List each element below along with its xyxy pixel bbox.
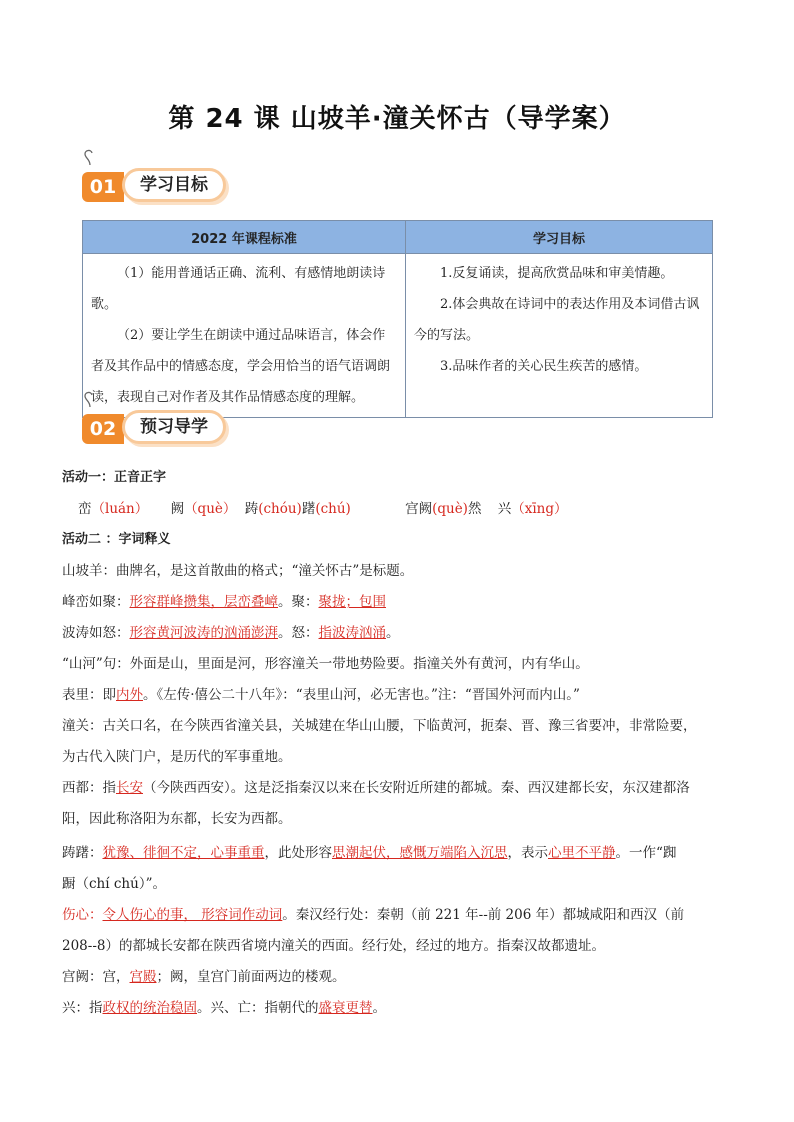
section-number: 01 [82, 172, 124, 202]
gloss-line: 踌躇：犹豫、徘徊不定，心事重重，此处形容思潮起伏，感慨万端陷入沉思，表示心里不平静。一作“踟 [62, 845, 677, 861]
gloss-line: 蹰（chí chú）”。 [62, 876, 166, 892]
char: 宫阙 [405, 501, 433, 517]
gloss-line: 表里：即内外。《左传·僖公二十八年》：“表里山河，必无害也。”注：“晋国外河而内山。” [62, 687, 580, 703]
pinyin: （què） [184, 501, 237, 517]
goals-cell [406, 254, 713, 418]
char: 躇 [301, 501, 316, 517]
char: 阙 [170, 501, 185, 517]
page-title: 第 24 课 山坡羊·潼关怀古（导学案） [168, 104, 626, 134]
curl-icon [82, 148, 98, 166]
standards-cell [83, 254, 406, 418]
pinyin: (què) [432, 501, 468, 517]
char: 然 [467, 501, 482, 517]
char: 峦 [78, 501, 92, 517]
gloss-line: “山河”句：外面是山，里面是河，形容潼关一带地势险要。指潼关外有黄河，内有华山。 [62, 656, 589, 672]
gloss-line: 伤心：令人伤心的事， 形容词作动词。秦汉经行处：秦朝（前 221 年--前 206 年）都城咸阳和西汉（前 [62, 907, 685, 923]
goals-table [82, 220, 713, 418]
pinyin: (chóu) [258, 501, 302, 517]
gloss-line: 峰峦如聚：形容群峰攒集，层峦叠嶂。聚：聚拢；包围 [62, 594, 386, 610]
gloss-line: 208--8）的都城长安都在陕西省境内潼关的西面。经行处，经过的地方。指秦汉故都遗址。 [62, 938, 605, 954]
goal-item: 1.反复诵读，提高欣赏品味和审美情趣。 [440, 266, 674, 281]
section-number: 02 [82, 414, 124, 444]
gloss-line: 为古代入陕门户，是历代的军事重地。 [62, 749, 292, 765]
pinyin: (chú) [315, 501, 351, 517]
pinyin: （luán） [91, 501, 149, 517]
gloss-line: 西都：指长安（今陕西西安）。这是泛指秦汉以来在长安附近所建的都城。秦、西汉建都长安，东汉建都洛 [62, 780, 690, 796]
goal-item: 2.体会典故在诗词中的表达作用及本词借古讽今的写法。 [414, 297, 700, 343]
section-label: 学习目标 [122, 168, 226, 202]
gloss-line: 山坡羊：曲牌名，是这首散曲的格式；“潼关怀古”是标题。 [62, 563, 414, 579]
section-label: 预习导学 [122, 410, 226, 444]
gloss-line: 潼关：古关口名，在今陕西省潼关县，关城建在华山山腰，下临黄河，扼秦、晋、豫三省要冲，非常险要， [62, 718, 697, 734]
goal-item: 3.品味作者的关心民生疾苦的感情。 [440, 359, 648, 374]
activity1-heading: 活动一：正音正字 [62, 470, 167, 485]
char: 兴 [497, 501, 512, 517]
gloss-line: 宫阙：宫，宫殿；阙，皇宫门前面两边的楼观。 [62, 969, 346, 985]
table-header: 学习目标 [406, 221, 713, 254]
standard-item: （1）能用普通话正确、流利、有感情地朗读诗歌。 [91, 266, 386, 312]
gloss-line: 阳，因此称洛阳为东都，长安为西都。 [62, 811, 292, 827]
activity2-heading: 活动二 ：字词释义 [62, 532, 171, 547]
pinyin-row [62, 499, 732, 519]
standard-item: （2）要让学生在朗读中通过品味语言，体会作者及其作品中的情感态度，学会用恰当的语气语调朗读，表现自己对作者及其作品情感态度的理解。 [91, 328, 391, 405]
char: 踌 [244, 501, 259, 517]
gloss-line: 波涛如怒：形容黄河波涛的汹涌澎湃。怒：指波涛汹涌。 [62, 625, 400, 641]
section-badge-goals [82, 162, 232, 206]
section-badge-preview [82, 404, 232, 448]
gloss-line: 兴：指政权的统治稳固。兴、亡：指朝代的盛衰更替。 [62, 1000, 386, 1016]
pinyin: （xīng） [511, 501, 568, 517]
table-header: 2022 年课程标准 [83, 221, 406, 254]
curl-icon [82, 390, 98, 408]
